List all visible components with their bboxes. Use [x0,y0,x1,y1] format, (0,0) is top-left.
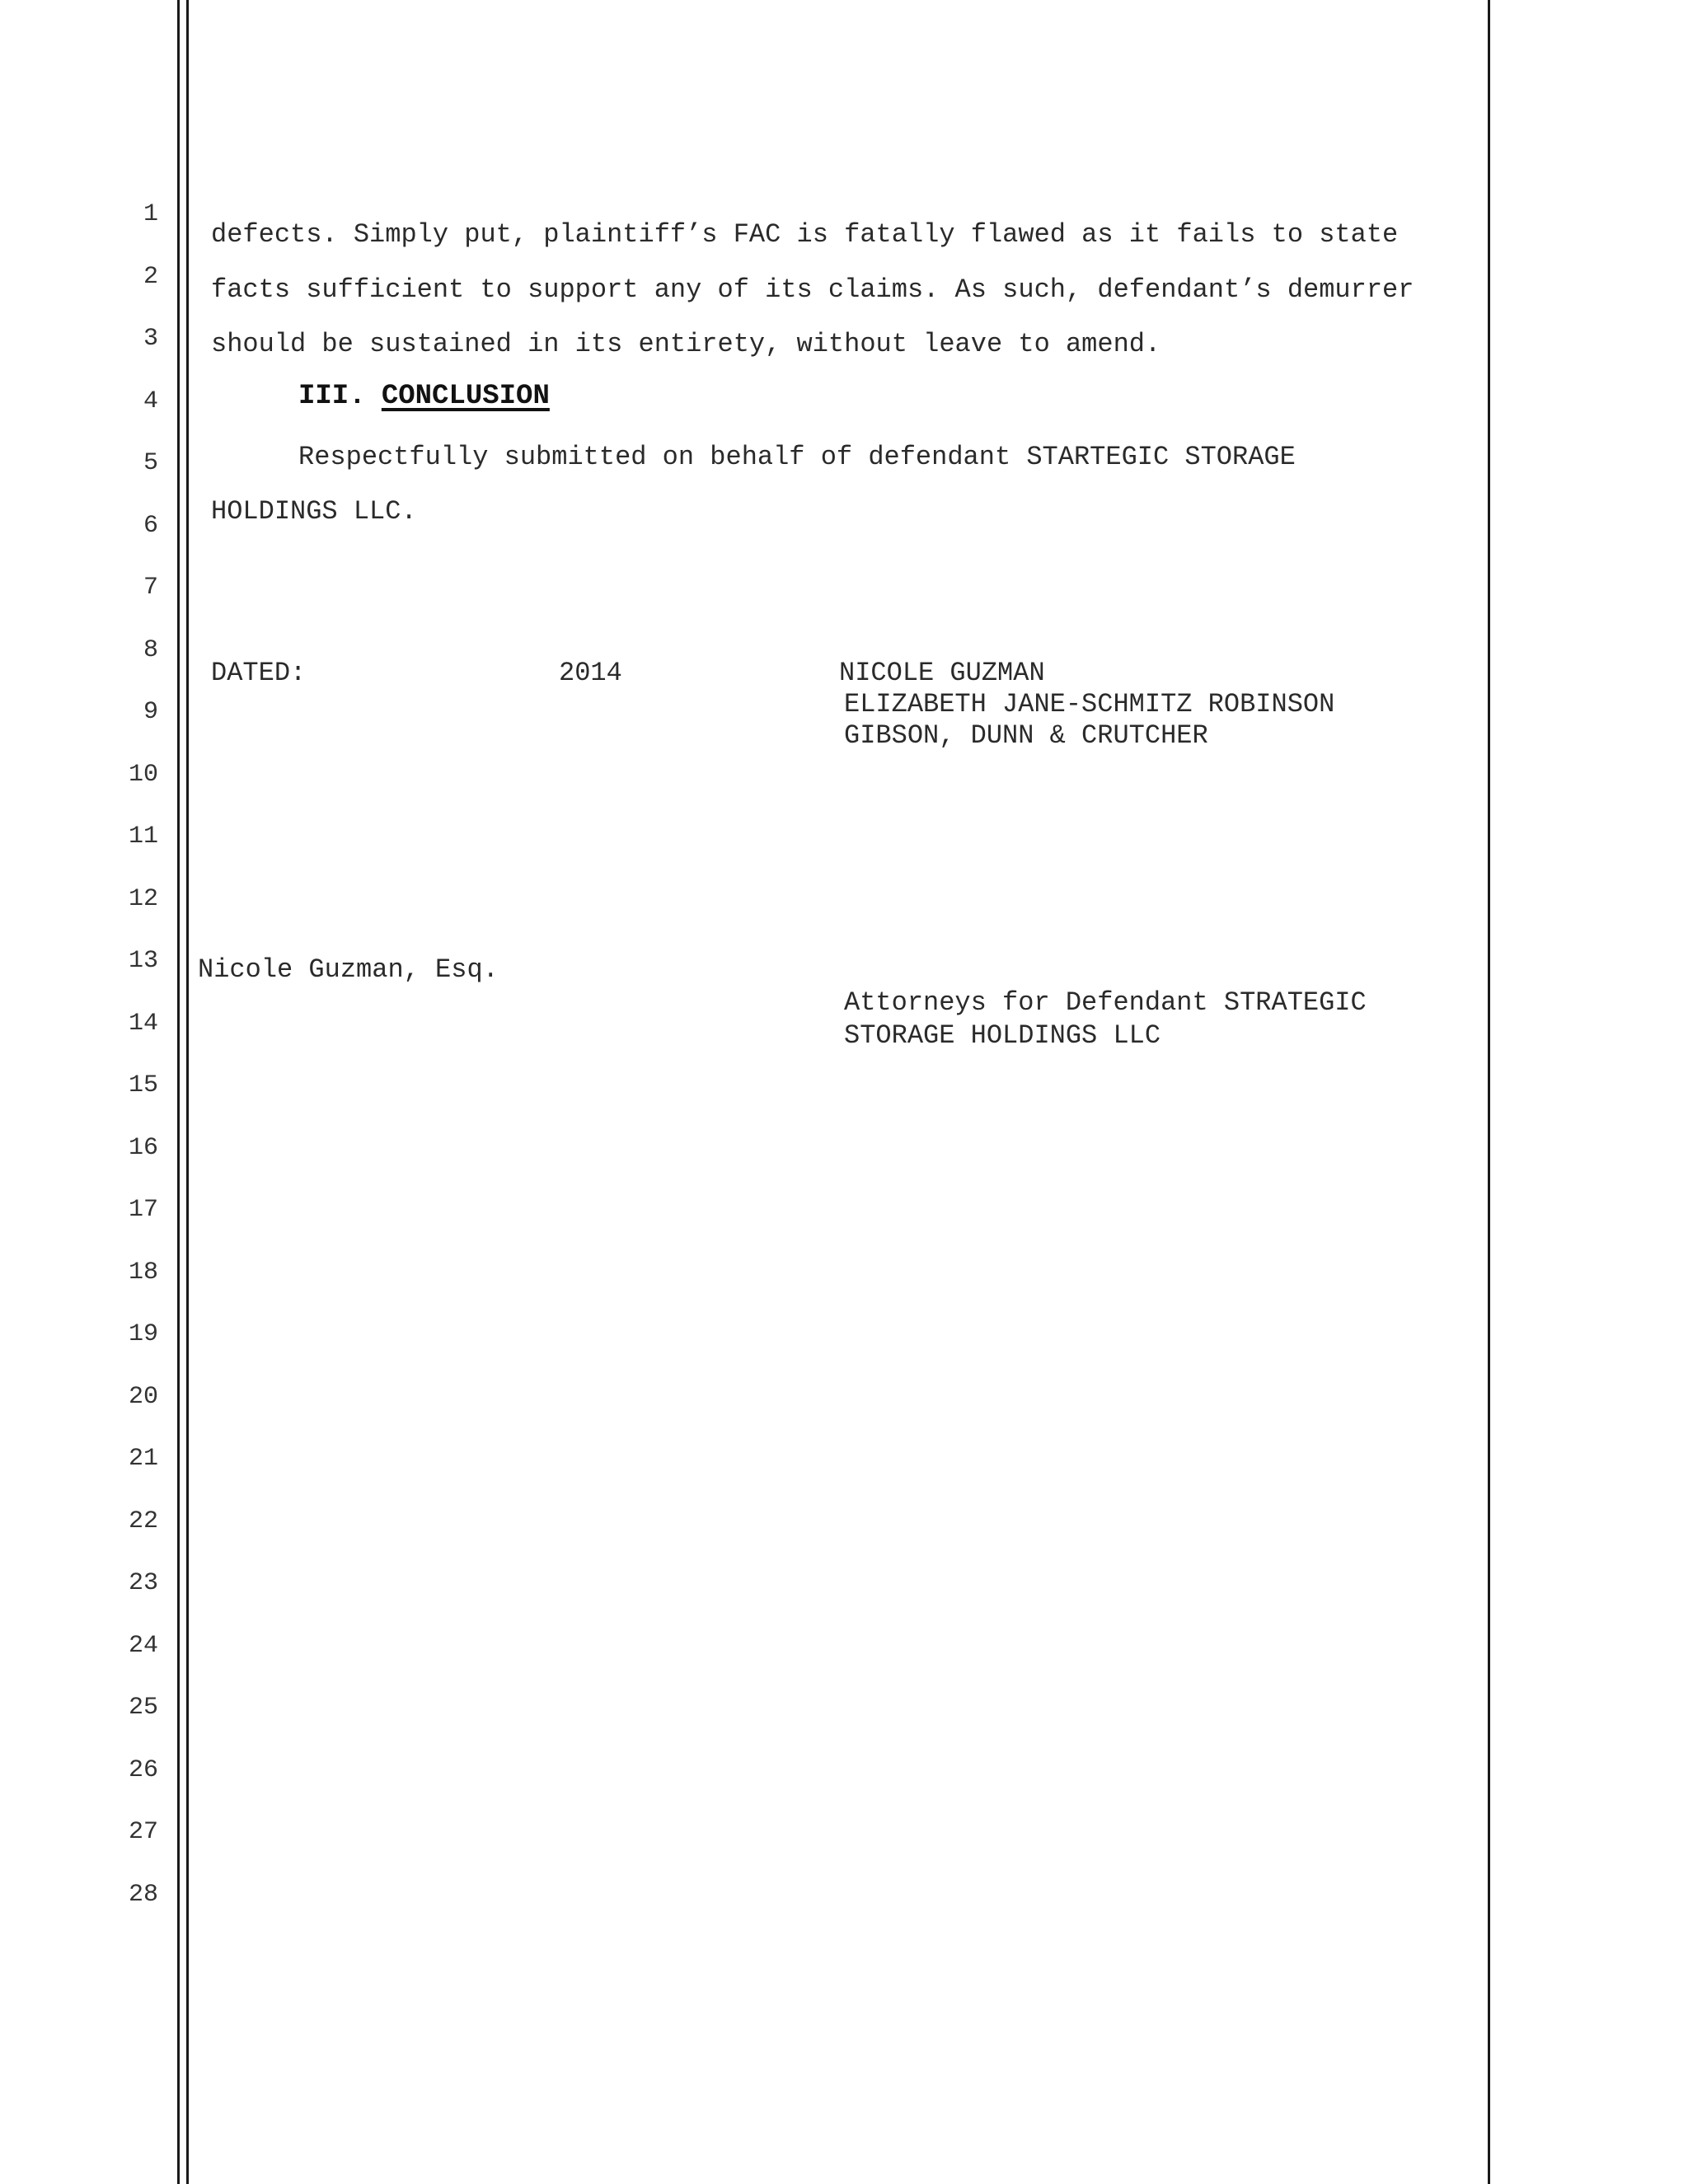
left-margin-rule-outer [177,0,180,2184]
line-number: 15 [128,1071,158,1099]
counsel-name: ELIZABETH JANE-SCHMITZ ROBINSON [844,689,1335,719]
line-number: 7 [143,574,158,602]
attorneys-for-line: Attorneys for Defendant STRATEGIC [844,987,1367,1018]
line-number: 22 [128,1507,158,1535]
line-number: 20 [128,1383,158,1411]
submission-text-line: HOLDINGS LLC. [211,496,417,527]
section-number: III. [298,381,366,412]
dated-label: DATED: [211,658,307,688]
attorneys-for-line: STORAGE HOLDINGS LLC [844,1020,1161,1051]
section-title: CONCLUSION [381,381,550,412]
line-number: 16 [128,1134,158,1162]
line-number: 21 [128,1445,158,1473]
line-number: 11 [128,823,158,851]
line-number: 18 [128,1258,158,1286]
line-number: 27 [128,1818,158,1846]
submission-text-line: Respectfully submitted on behalf of defendant STARTEGIC STORAGE [298,442,1296,472]
signature-name: Nicole Guzman, Esq. [198,954,499,985]
law-firm-name: GIBSON, DUNN & CRUTCHER [844,720,1208,751]
line-number: 4 [143,387,158,415]
dated-year: 2014 [559,658,622,688]
body-text-line: should be sustained in its entirety, without leave to amend. [211,329,1161,359]
line-number: 24 [128,1632,158,1660]
line-number: 1 [143,200,158,228]
line-number: 5 [143,449,158,477]
line-number: 26 [128,1756,158,1784]
line-number: 13 [128,947,158,975]
line-number: 8 [143,636,158,664]
line-number: 6 [143,512,158,540]
section-heading [298,381,550,412]
line-number: 25 [128,1694,158,1722]
line-number: 2 [143,263,158,291]
line-number: 28 [128,1881,158,1909]
left-margin-rule-inner [186,0,189,2184]
line-number: 9 [143,698,158,726]
line-number: 14 [128,1010,158,1038]
line-number: 17 [128,1196,158,1224]
line-number: 23 [128,1569,158,1597]
line-number: 3 [143,325,158,353]
line-number: 10 [128,761,158,789]
counsel-name: NICOLE GUZMAN [839,658,1045,688]
body-text-line: defects. Simply put, plaintiff’s FAC is fatally flawed as it fails to state [211,219,1399,250]
line-number: 19 [128,1320,158,1348]
right-margin-rule [1488,0,1490,2184]
line-number: 12 [128,885,158,913]
body-text-line: facts sufficient to support any of its claims. As such, defendant’s demurrer [211,274,1414,305]
